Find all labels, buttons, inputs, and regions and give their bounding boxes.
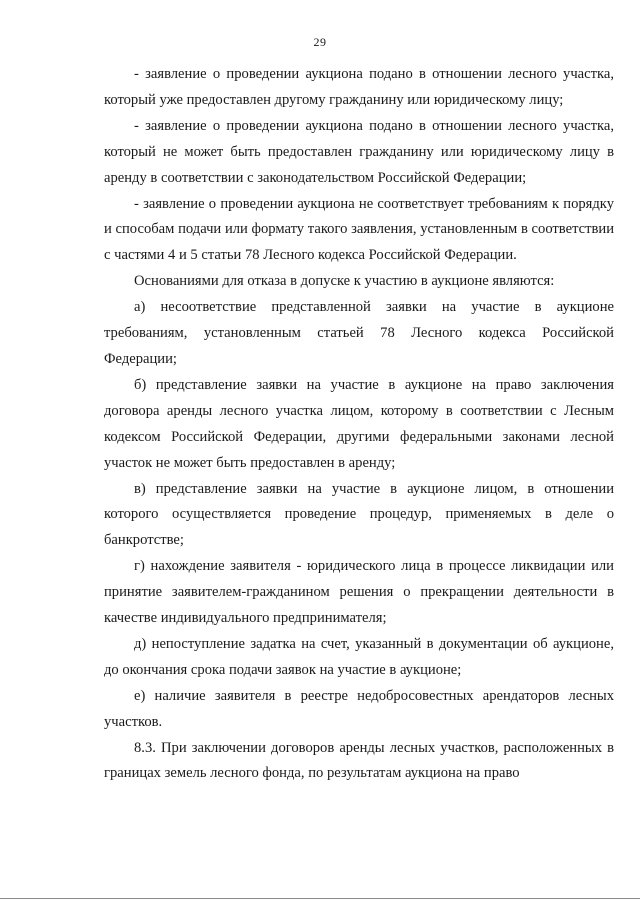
paragraph-8: г) нахождение заявителя - юридического лица в процессе ликвидации или принятие заявителем-гражданином решения о прекращении деятельности в качестве индивидуального предпринимателя;: [104, 558, 614, 627]
paragraph-2: - заявление о проведении аукциона подано в отношении лесного участка, который не может быть предоставлен гражданину или юридическому лицу в аренду в соответствии с законодательством Российской Федерации;: [104, 117, 614, 186]
paragraph-11: 8.3. При заключении договоров аренды лесных участков, расположенных в границах земель лесного фонда, по результатам аукциона на право: [104, 739, 614, 782]
paragraph-3: - заявление о проведении аукциона не соответствует требованиям к порядку и способам подачи или формату такого заявления, установленным в соответствии с частями 4 и 5 статьи 78 Лесного кодекса Российской Федерации.: [104, 195, 614, 264]
paragraph-10: е) наличие заявителя в реестре недобросовестных арендаторов лесных участков.: [104, 687, 614, 730]
page-bottom-edge: [0, 898, 640, 899]
paragraph-9: д) непоступление задатка на счет, указанный в документации об аукционе, до окончания срока подачи заявок на участие в аукционе;: [104, 635, 614, 678]
paragraph-7: в) представление заявки на участие в аукционе лицом, в отношении которого осуществляется проведение процедур, применяемых в деле о банкротстве;: [104, 480, 614, 549]
paragraph-5: а) несоответствие представленной заявки на участие в аукционе требованиям, установленным статьей 78 Лесного кодекса Российской Федерации;: [104, 299, 614, 367]
page-number: 29: [313, 35, 327, 49]
paragraph-4: Основаниями для отказа в допуске к участию в аукционе являются:: [134, 273, 555, 290]
paragraph-6: б) представление заявки на участие в аукционе на право заключения договора аренды лесного участка лицом, которому в соответствии с Лесным кодексом Российской Федерации, другими федеральными законами лесной участок не может быть предоставлен в аренду;: [104, 376, 614, 471]
document-body: [104, 62, 614, 787]
paragraph-1: - заявление о проведении аукциона подано в отношении лесного участка, который уже предоставлен другому гражданину или юридическому лицу;: [104, 66, 614, 108]
